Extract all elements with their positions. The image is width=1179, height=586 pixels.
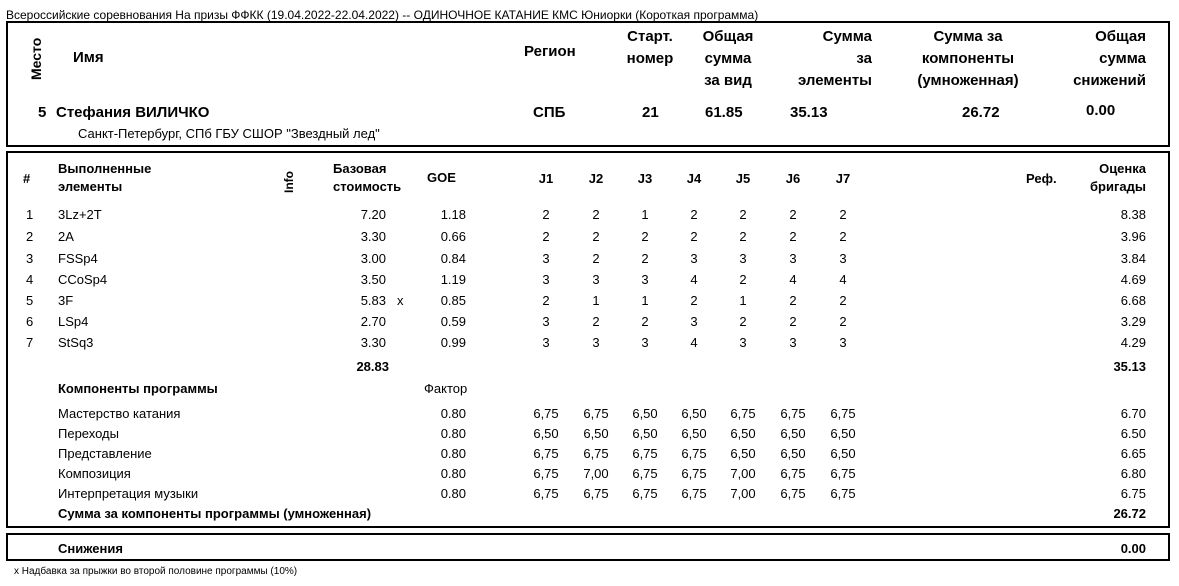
component-row: Мастерство катания 0.80 6,75 6,75 6,50 6,50 6,75 6,75 6,75 6.70 (58, 406, 1146, 421)
skater-start-number: 21 (642, 104, 659, 121)
deductions-total-header: Общая сумма снижений (1073, 28, 1146, 89)
table-row: 1 3Lz+2T 7.20 1.18 2 2 1 2 2 2 2 8.38 (26, 207, 1146, 222)
skater-name: Стефания ВИЛИЧКО (56, 104, 210, 121)
table-row: 7 StSq3 3.30 0.99 3 3 3 4 3 3 3 4.29 (26, 335, 1146, 350)
skater-region: СПБ (533, 104, 566, 121)
components-header: Компоненты программы (58, 381, 218, 396)
place-header: Место (28, 37, 44, 80)
judge-header-1: J1 (538, 171, 554, 186)
total-segment-header: Общая сумма за вид (702, 28, 754, 89)
judge-header-2: J2 (588, 171, 604, 186)
skater-components-sum: 26.72 (962, 104, 1000, 121)
num-header: # (23, 171, 31, 186)
judge-header-7: J7 (835, 171, 851, 186)
base-value-header: Базовая стоимость (333, 161, 402, 194)
components-total-value: 26.72 (1113, 506, 1146, 521)
start-number-header: Старт. номер (626, 28, 674, 67)
region-header: Регион (524, 43, 576, 60)
table-row: 6 LSp4 2.70 0.59 3 2 2 3 2 2 2 3.29 (26, 314, 1146, 329)
component-row: Представление 0.80 6,75 6,75 6,75 6,75 6,50 6,50 6,50 6.65 (58, 446, 1146, 461)
skater-place: 5 (38, 104, 47, 121)
elements-sum-header: Сумма за элементы (797, 28, 872, 89)
table-row: 4 CCoSp4 3.50 1.19 3 3 3 4 2 4 4 4.69 (26, 272, 1146, 287)
elements-total-score: 35.13 (1113, 359, 1146, 374)
goe-header: GOE (427, 170, 456, 185)
table-row: 2 2A 3.30 0.66 2 2 2 2 2 2 2 3.96 (26, 229, 1146, 244)
components-total-label: Сумма за компоненты программы (умноженная) (58, 506, 372, 521)
info-header: Info (282, 171, 296, 193)
deductions-label: Снижения (58, 541, 123, 556)
elements-header: Выполненные элементы (58, 161, 152, 194)
components-sum-header: Сумма за компоненты (умноженная) (917, 28, 1019, 89)
table-row: 5 3F 5.83 x 0.85 2 1 1 2 1 2 2 6.68 (26, 293, 1146, 308)
component-row: Переходы 0.80 6,50 6,50 6,50 6,50 6,50 6,50 6,50 6.50 (58, 426, 1146, 441)
component-row: Интерпретация музыки 0.80 6,75 6,75 6,75 6,75 7,00 6,75 6,75 6.75 (58, 486, 1146, 501)
component-row: Композиция 0.80 6,75 7,00 6,75 6,75 7,00 6,75 6,75 6.80 (58, 466, 1146, 481)
panel-score-header: Оценка бригады (1090, 161, 1146, 194)
name-header: Имя (73, 49, 104, 66)
event-title: Всероссийские соревнования На призы ФФКК (19.04.2022-22.04.2022) -- ОДИНОЧНОЕ КАТАНИЕ КМС Юниорки (Короткая программа) (6, 8, 759, 22)
elements-total-base: 28.83 (356, 359, 389, 374)
judge-header-5: J5 (735, 171, 751, 186)
judge-header-6: J6 (785, 171, 801, 186)
table-row: 3 FSSp4 3.00 0.84 3 2 2 3 3 3 3 3.84 (26, 251, 1146, 266)
factor-header: Фактор (424, 381, 468, 396)
judge-header-3: J3 (637, 171, 653, 186)
deductions-value: 0.00 (1120, 541, 1146, 556)
skater-club: Санкт-Петербург, СПб ГБУ СШОР "Звездный лед" (78, 126, 380, 141)
deductions-box (6, 533, 1170, 561)
skater-elements-sum: 35.13 (790, 104, 828, 121)
judge-header-4: J4 (686, 171, 702, 186)
skater-total-segment: 61.85 (705, 104, 743, 121)
skater-deductions: 0.00 (1086, 102, 1116, 119)
ref-header: Реф. (1026, 171, 1057, 186)
footnote: x Надбавка за прыжки во второй половине программы (10%) (14, 566, 298, 577)
